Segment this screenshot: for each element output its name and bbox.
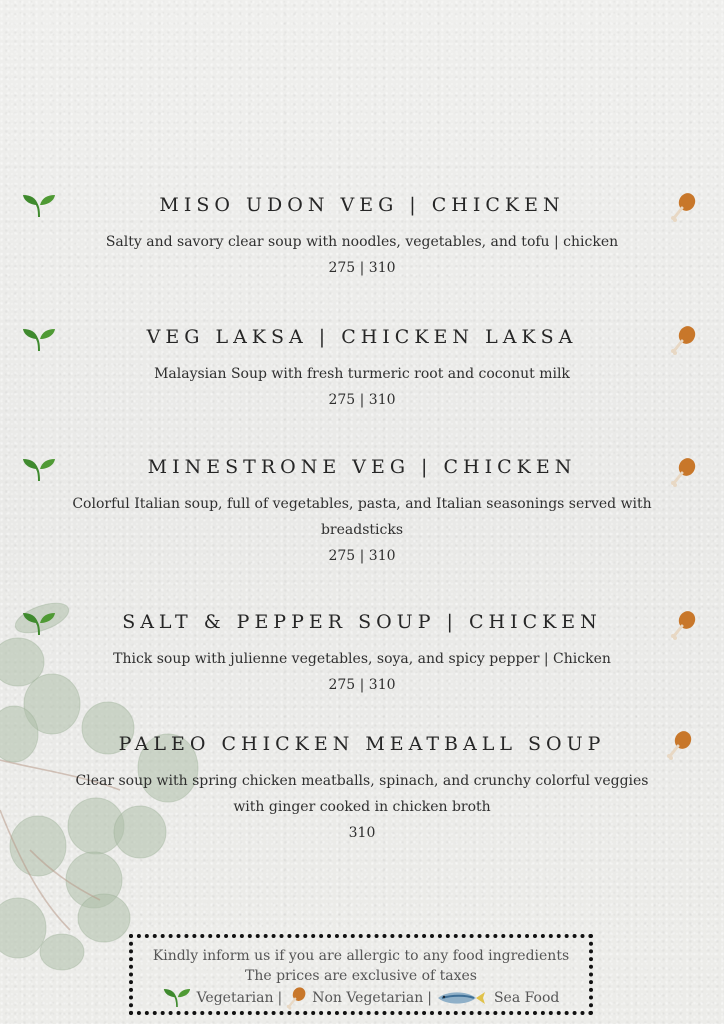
allergy-note: Kindly inform us if you are allergic to any food ingredients (152, 948, 570, 964)
dish-price: 275 | 310 (328, 392, 396, 408)
chicken-drumstick-icon (670, 192, 696, 222)
dish-description: Malaysian Soup with fresh turmeric root and coconut milk (154, 366, 570, 382)
chicken-drumstick-icon (666, 730, 692, 760)
menu-item (0, 455, 724, 569)
dish-price: 275 | 310 (328, 548, 396, 564)
veg-leaf-icon (22, 327, 56, 353)
diet-legend (133, 986, 589, 1010)
menu-item (0, 325, 724, 413)
legend-separator: | (427, 990, 432, 1006)
dish-price: 275 | 310 (328, 260, 396, 276)
dish-description: Thick soup with julienne vegetables, soya, and spicy pepper | Chicken (113, 651, 611, 667)
tax-note: The prices are exclusive of taxes (245, 968, 477, 984)
dish-price: 310 (348, 825, 376, 841)
legend-separator: | (277, 990, 283, 1006)
dish-title: MISO UDON VEG | CHICKEN (159, 194, 565, 216)
legend-veg-label: Vegetarian (196, 990, 274, 1006)
veg-leaf-icon (22, 193, 56, 219)
menu-item (0, 193, 724, 281)
dish-description: Colorful Italian soup, full of vegetables, pasta, and Italian seasonings served with breadsticks (72, 496, 652, 538)
menu-item (0, 610, 724, 698)
dish-title: VEG LAKSA | CHICKEN LAKSA (146, 326, 578, 348)
allergy-info-box (129, 934, 593, 1015)
chicken-drumstick-icon (670, 457, 696, 487)
veg-leaf-icon (22, 611, 56, 637)
dish-title: SALT & PEPPER SOUP | CHICKEN (122, 611, 602, 633)
legend-seafood-label: Sea Food (493, 990, 560, 1006)
chicken-drumstick-icon (670, 610, 696, 640)
chicken-drumstick-icon (286, 986, 306, 1010)
veg-leaf-icon (22, 457, 56, 483)
dish-title: MINESTRONE VEG | CHICKEN (147, 456, 577, 478)
legend-nonveg-label: Non Vegetarian (312, 990, 424, 1006)
menu-item (0, 732, 724, 846)
chicken-drumstick-icon (670, 325, 696, 355)
veg-leaf-icon (163, 987, 191, 1009)
fish-icon (436, 989, 486, 1007)
dish-price: 275 | 310 (328, 677, 396, 693)
dish-description: Salty and savory clear soup with noodles, vegetables, and tofu | chicken (105, 234, 619, 250)
dish-title: PALEO CHICKEN MEATBALL SOUP (118, 733, 606, 755)
dish-description: Clear soup with spring chicken meatballs, spinach, and crunchy colorful veggies with ginger cooked in chicken broth (75, 773, 649, 815)
